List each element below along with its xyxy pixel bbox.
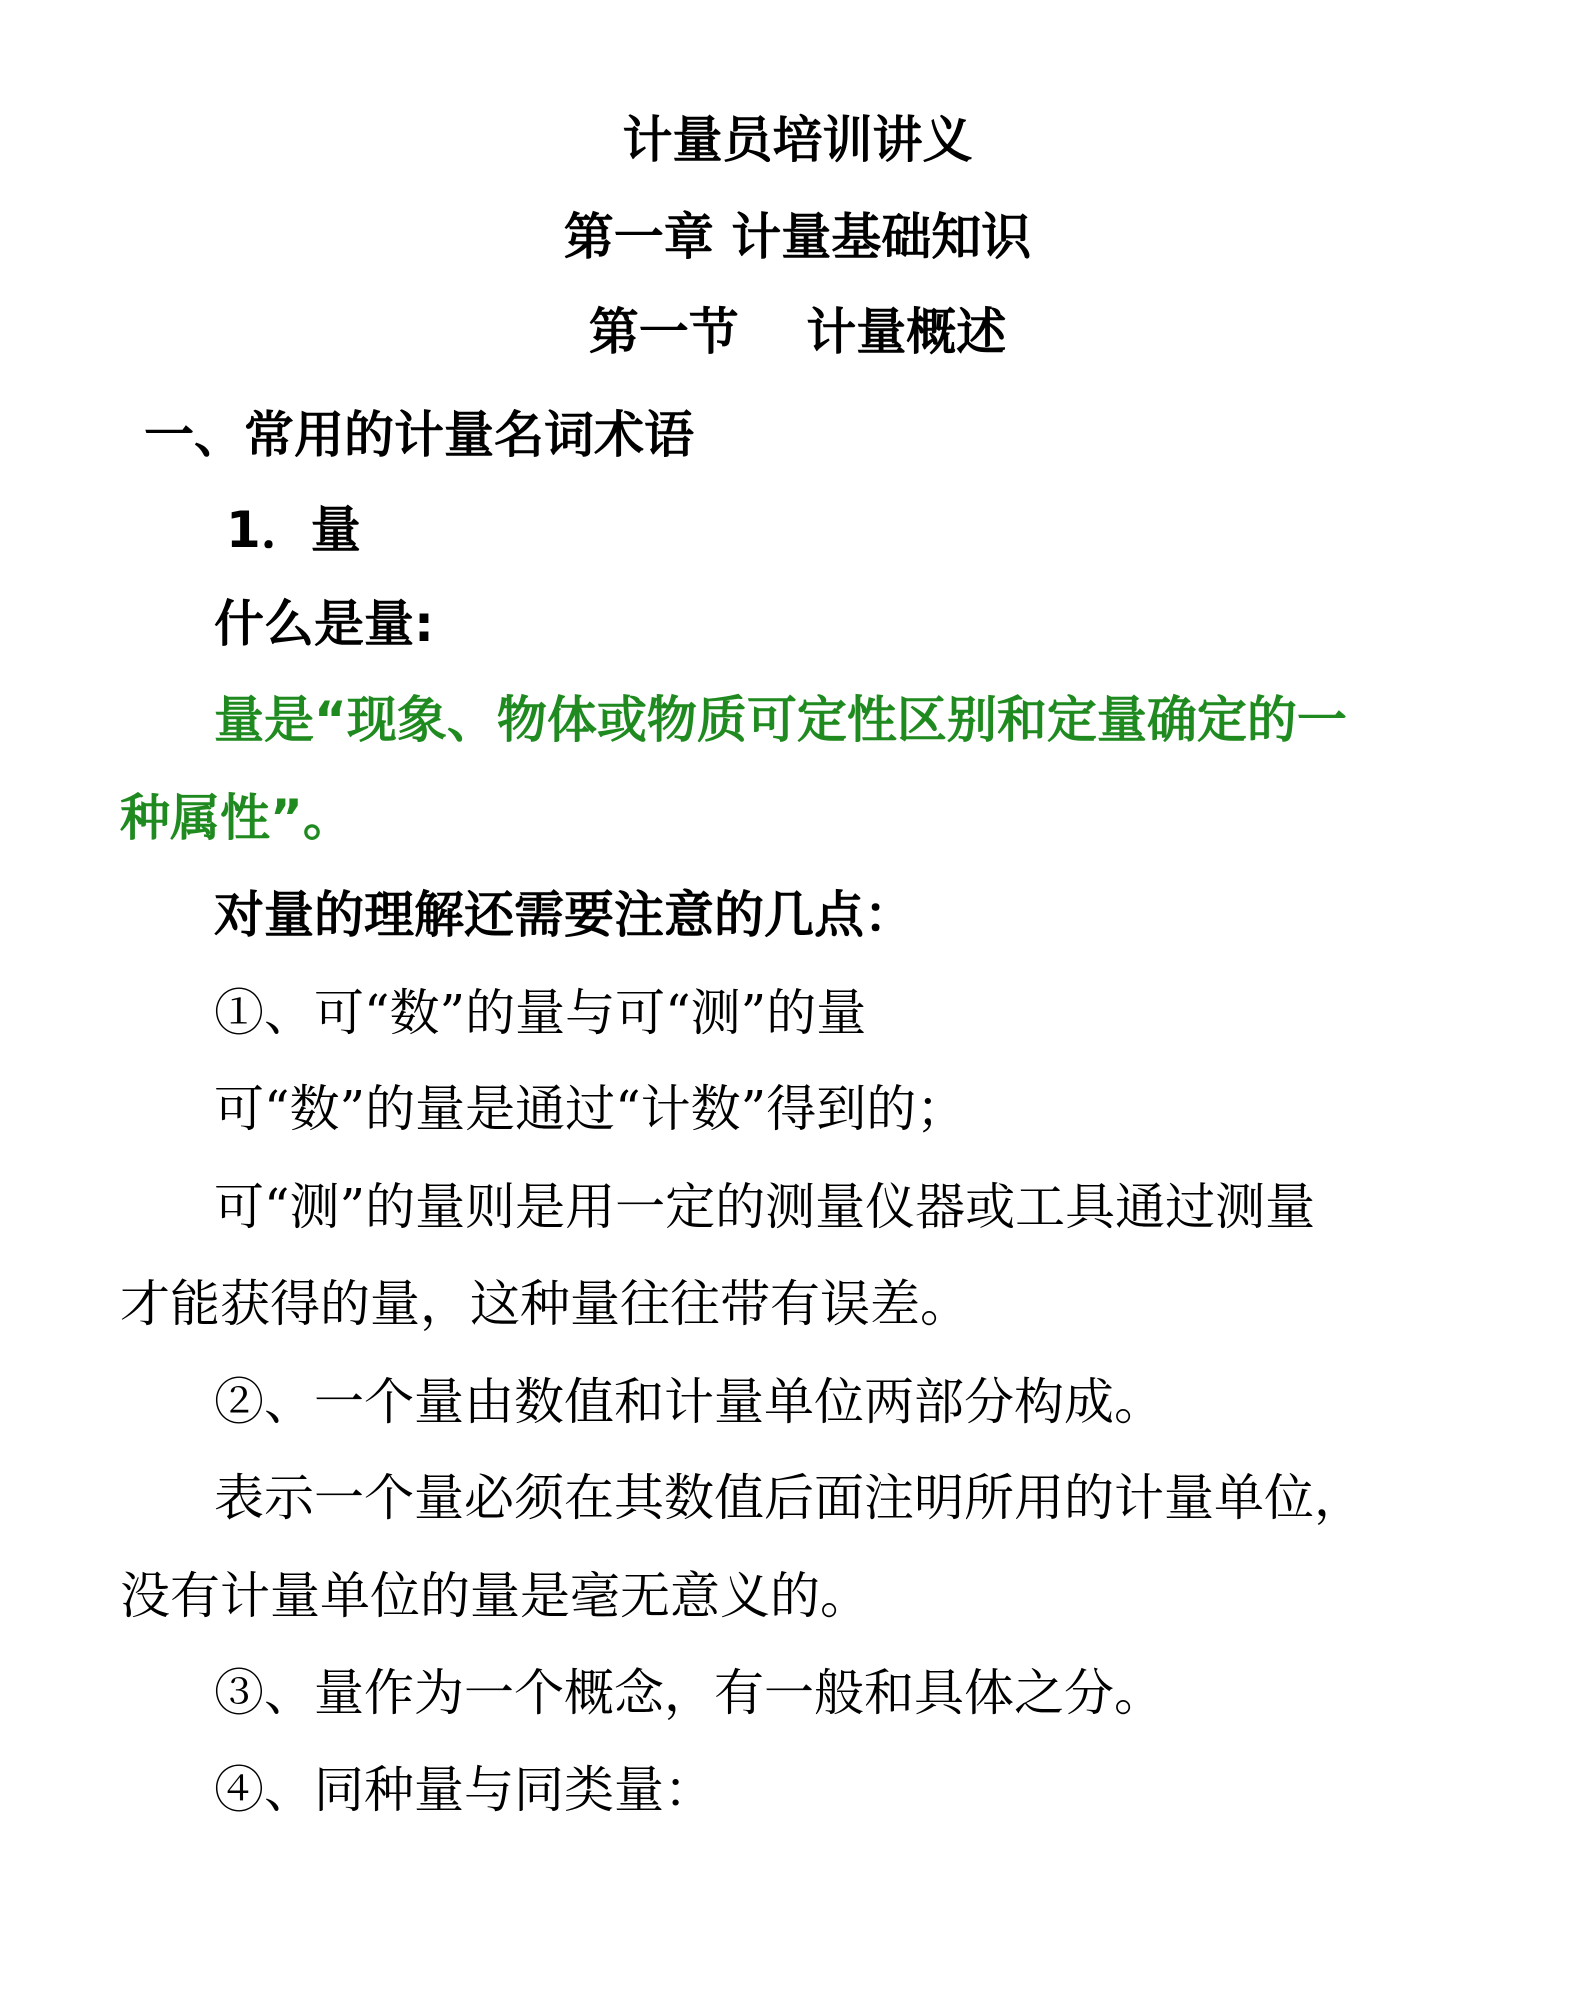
chapter-title: 第一章 计量基础知识 — [563, 208, 1032, 266]
document-title: 计量员培训讲义 — [622, 111, 973, 169]
definition-line-2: 种属性”。 — [120, 789, 353, 847]
point-1-paragraph-2-line-2: 才能获得的量，这种量往往带有误差。 — [120, 1275, 970, 1333]
question-what-is-quantity: 什么是量: — [214, 595, 434, 653]
point-1-paragraph-2-line-1: 可“测”的量则是用一定的测量仪器或工具通过测量 — [214, 1178, 1316, 1236]
definition-line-1: 量是“现象、物体或物质可定性区别和定量确定的一 — [214, 691, 1347, 749]
point-2-paragraph-line-2: 没有计量单位的量是毫无意义的。 — [120, 1567, 870, 1625]
subheading-quantity: 1．量 — [226, 501, 361, 559]
point-2-paragraph-line-1: 表示一个量必须在其数值后面注明所用的计量单位， — [214, 1469, 1364, 1527]
section-title: 第一节 计量概述 — [588, 303, 1007, 361]
point-3-title: ③、量作为一个概念，有一般和具体之分。 — [214, 1664, 1164, 1722]
point-1-title: ①、可“数”的量与可“测”的量 — [214, 984, 867, 1042]
point-2-title: ②、一个量由数值和计量单位两部分构成。 — [214, 1373, 1164, 1431]
notes-heading: 对量的理解还需要注意的几点： — [214, 886, 914, 944]
point-1-paragraph-1: 可“数”的量是通过“计数”得到的； — [214, 1080, 967, 1138]
point-4-title: ④、同种量与同类量： — [214, 1761, 714, 1819]
heading-common-terms: 一、常用的计量名词术语 — [144, 406, 694, 464]
